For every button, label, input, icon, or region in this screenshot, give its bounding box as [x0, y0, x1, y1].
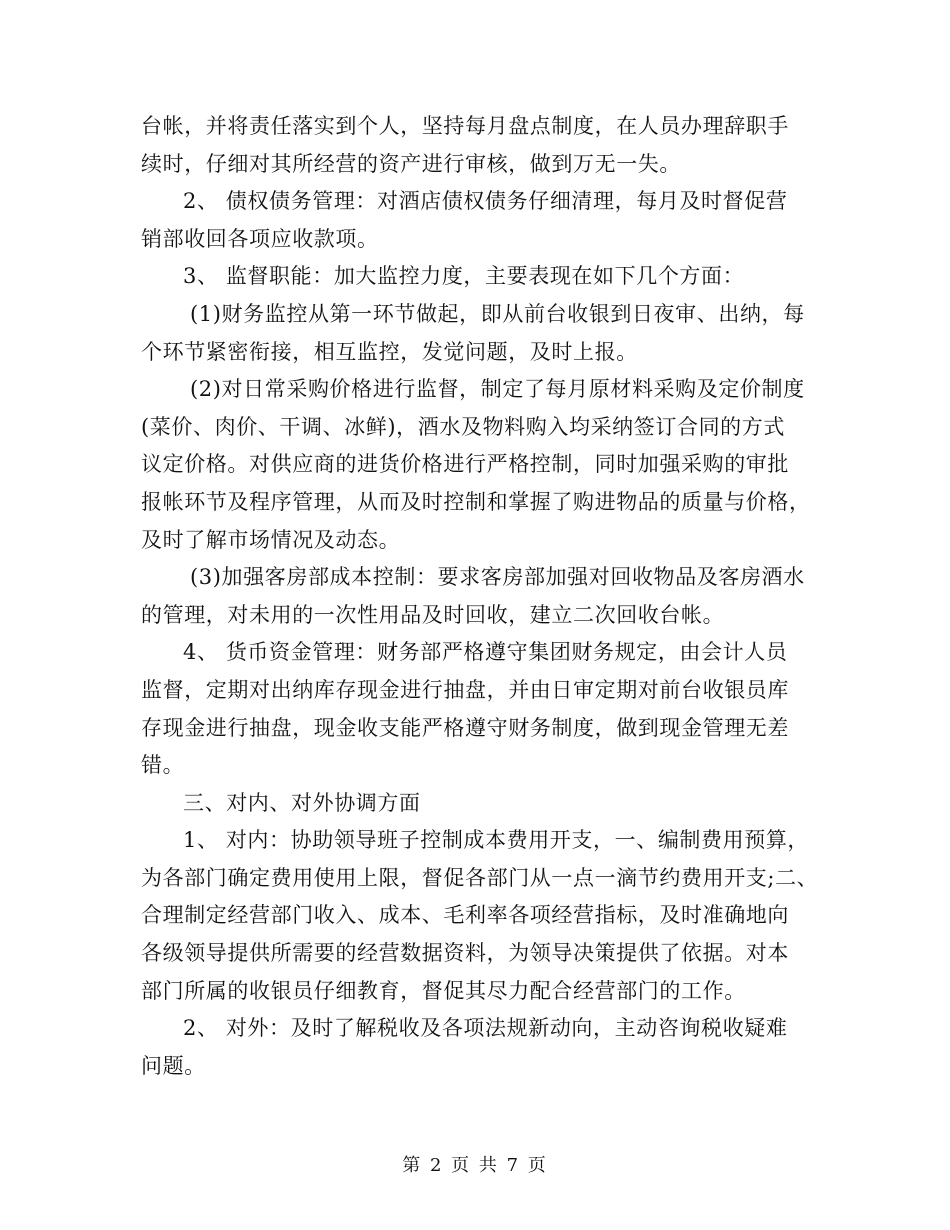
text-line: 错。 [141, 753, 185, 778]
text-line: 1、 对内：协助领导班子控制成本费用开支，一、编制费用预算， [183, 828, 810, 853]
text-line: (3)加强客房部成本控制：要求客房部加强对回收物品及客房酒水 [190, 565, 805, 590]
body-text [141, 108, 821, 1085]
text-line: 合理制定经营部门收入、成本、毛利率各项经营指标，及时准确地向 [141, 903, 789, 928]
text-line: 部门所属的收银员仔细教育，督促其尽力配合经营部门的工作。 [141, 978, 746, 1003]
text-line: (菜价、肉价、干调、冰鲜)，酒水及物料购入均采纳签订合同的方式 [141, 414, 785, 439]
text-line: 的管理，对未用的一次性用品及时回收，建立二次回收台帐。 [141, 602, 725, 627]
text-line: 续时，仔细对其所经营的资产进行审核，做到万无一失。 [141, 151, 681, 176]
section-heading: 三、对内、对外协调方面 [183, 790, 421, 815]
page-footer: 第 2 页 共 7 页 [402, 1155, 548, 1176]
text-line: 个环节紧密衔接，相互监控，发觉问题，及时上报。 [141, 339, 638, 364]
text-line: 4、 货币资金管理：财务部严格遵守集团财务规定，由会计人员 [183, 640, 788, 665]
text-line: 监督，定期对出纳库存现金进行抽盘，并由日审定期对前台收银员库 [141, 677, 789, 702]
text-line: 存现金进行抽盘，现金收支能严格遵守财务制度，做到现金管理无差 [141, 715, 789, 740]
text-line: 2、 债权债务管理：对酒店债权债务仔细清理，每月及时督促营 [183, 189, 788, 214]
text-line: 3、 监督职能：加大监控力度，主要表现在如下几个方面： [183, 264, 745, 289]
text-line: 报帐环节及程序管理，从而及时控制和掌握了购进物品的质量与价格， [141, 489, 811, 514]
text-line: 2、 对外：及时了解税收及各项法规新动向，主动咨询税收疑难 [183, 1016, 788, 1041]
text-line: 议定价格。对供应商的进货价格进行严格控制，同时加强采购的审批 [141, 452, 789, 477]
text-line: 为各部门确定费用使用上限，督促各部门从一点一滴节约费用开支;二、 [141, 865, 819, 890]
text-line: 问题。 [141, 1053, 206, 1078]
text-line: (2)对日常采购价格进行监督，制定了每月原材料采购及定价制度 [190, 377, 805, 402]
text-line: 销部收回各项应收款项。 [141, 226, 379, 251]
text-line: 及时了解市场情况及动态。 [141, 527, 401, 552]
text-line: 各级领导提供所需要的经营数据资料，为领导决策提供了依据。对本 [141, 941, 789, 966]
text-line: 台帐，并将责任落实到个人，坚持每月盘点制度，在人员办理辞职手 [141, 114, 789, 138]
text-line: (1)财务监控从第一环节做起，即从前台收银到日夜审、出纳，每 [190, 301, 805, 326]
